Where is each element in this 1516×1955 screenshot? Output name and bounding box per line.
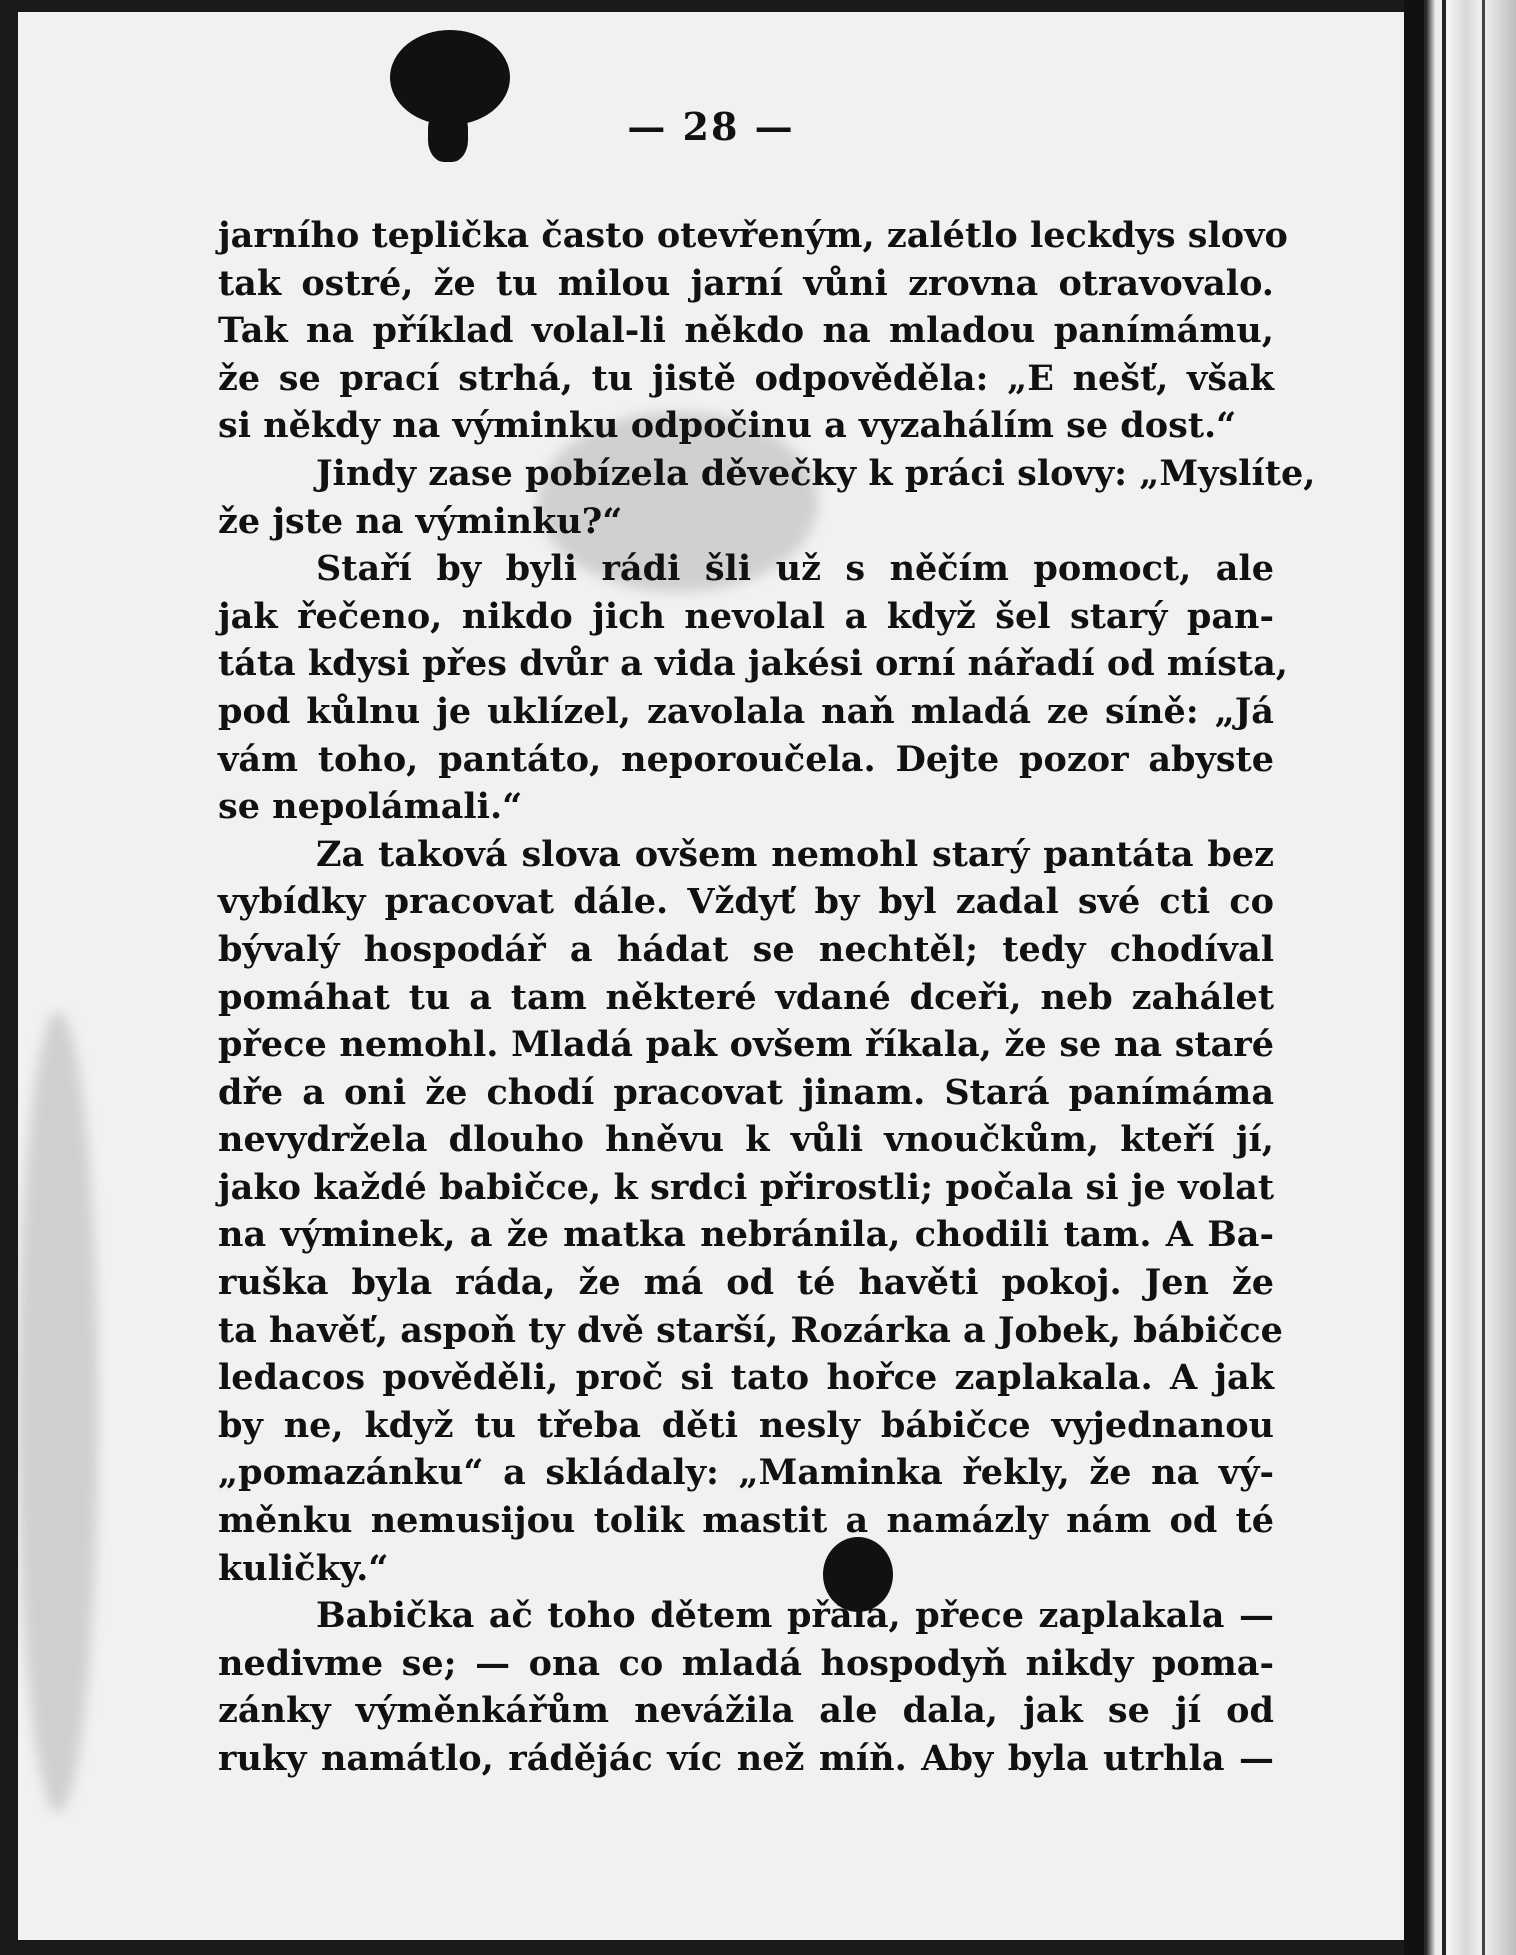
text-line: „pomazánku“ a skládaly: „Maminka řekly, že na vý-	[218, 1452, 1274, 1494]
text-line: že se prací strhá, tu jistě odpověděla: „E nešť, však	[218, 357, 1274, 399]
text-line: Staří by byli rádi šli už s něčím pomoct, ale	[316, 548, 1274, 590]
text-line: pod kůlnu je uklízel, zavolala naň mladá ze síně: „Já	[218, 690, 1274, 732]
text-line: zánky výměnkářům nevážila ale dala, jak se jí od	[218, 1690, 1274, 1732]
text-line: pomáhat tu a tam některé vdané dceři, neb zahálet	[218, 976, 1274, 1018]
text-line: nevydržela dlouho hněvu k vůli vnoučkům, kteří jí,	[218, 1119, 1274, 1161]
text-line: že jste na výminku?“	[218, 500, 623, 542]
text-line: ledacos pověděli, proč si tato hořce zaplakala. A jak	[218, 1357, 1274, 1399]
page-text	[218, 212, 1316, 1783]
stain-left-edge	[18, 1012, 98, 1812]
text-line: Za taková slova ovšem nemohl starý pantáta bez	[316, 833, 1274, 875]
text-line: by ne, když tu třeba děti nesly bábičce vyjednanou	[218, 1404, 1274, 1446]
book-spine-edge	[1404, 0, 1516, 1955]
text-line: ruky namátlo, rádějác víc než míň. Aby byla utrhla —	[218, 1738, 1274, 1779]
text-line: táta kdysi přes dvůr a vida jakési orní nářadí od místa,	[218, 643, 1288, 685]
page-number: — 28 —	[627, 104, 795, 149]
book-page	[18, 12, 1404, 1940]
text-line: tak ostré, že tu milou jarní vůni zrovna otravovalo.	[218, 262, 1274, 304]
text-line: jak řečeno, nikdo jich nevolal a když šel starý pan-	[218, 595, 1274, 637]
text-line: dře a oni že chodí pracovat jinam. Stará panímáma	[218, 1071, 1274, 1113]
text-line: vám toho, pantáto, neporoučela. Dejte pozor abyste	[218, 738, 1274, 780]
text-line: bývalý hospodář a hádat se nechtěl; tedy chodíval	[218, 928, 1274, 970]
text-line: přece nemohl. Mladá pak ovšem říkala, že se na staré	[218, 1024, 1274, 1066]
text-line: jako každé babičce, k srdci přirostli; počala si je volat	[218, 1166, 1274, 1208]
text-line: si někdy na výminku odpočinu a vyzahálím se dost.“	[218, 405, 1237, 447]
text-line: Jindy zase pobízela děvečky k práci slovy: „Myslíte,	[316, 452, 1316, 494]
text-line: vybídky pracovat dále. Vždyť by byl zadal své cti co	[218, 881, 1274, 923]
text-line: ruška byla ráda, že má od té havěti pokoj. Jen že	[218, 1262, 1274, 1304]
text-line: Tak na příklad volal-li někdo na mladou panímámu,	[218, 310, 1274, 352]
text-line: Babička ač toho dětem přála, přece zaplakala —	[316, 1595, 1274, 1637]
text-line: měnku nemusijou tolik mastit a namázly nám od té	[218, 1500, 1274, 1542]
text-line: jarního teplička často otevřeným, zalétlo leckdys slovo	[218, 215, 1288, 256]
text-line: nedivme se; — ona co mladá hospodyň nikdy poma-	[218, 1642, 1274, 1684]
text-line: se nepolámali.“	[218, 786, 523, 828]
text-line: na výminek, a že matka nebránila, chodili tam. A Ba-	[218, 1214, 1274, 1256]
text-line: kuličky.“	[218, 1547, 389, 1589]
text-line: ta havěť, aspoň ty dvě starší, Rozárka a Jobek, bábičce	[218, 1309, 1283, 1351]
